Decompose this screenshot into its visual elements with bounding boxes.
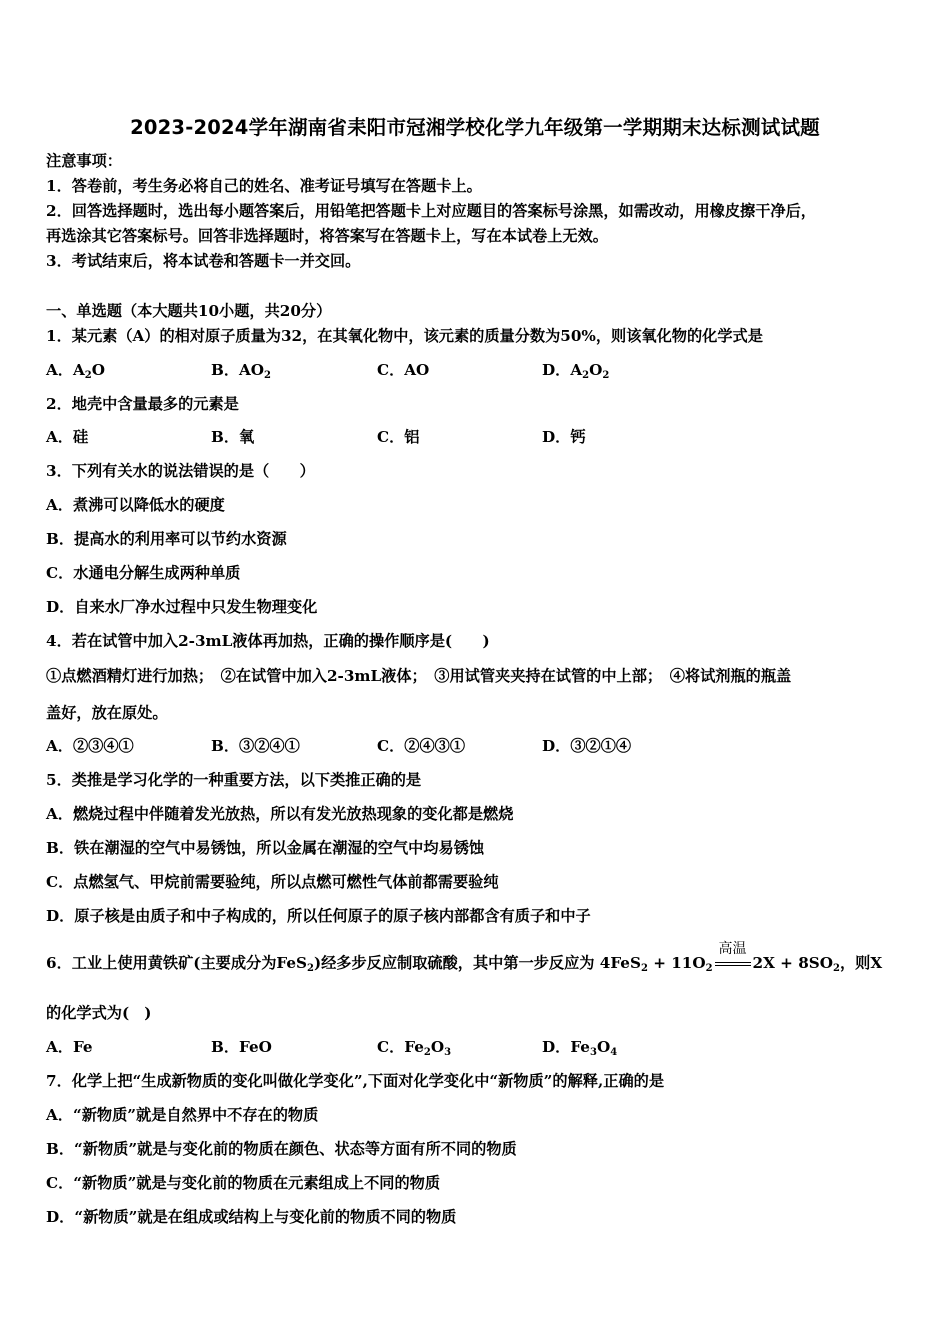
q7-option-b: B．“新物质”就是与变化前的物质在颜色、状态等方面有所不同的物质 (46, 1140, 517, 1158)
q4-steps: ①点燃酒精灯进行加热； ②在试管中加入2-3mL液体； ③用试管夹夹持在试管的中上部； ④将试剂瓶的瓶盖 (46, 667, 792, 685)
q4-option-b: B．③②④① (211, 737, 300, 755)
section-heading: 一、单选题（本大题共10小题，共20分） (46, 302, 332, 320)
note-item: 1．答卷前，考生务必将自己的姓名、准考证号填写在答题卡上。 (46, 177, 482, 195)
q6-option-d: D．$Fe_3O_4$ (542, 1038, 618, 1058)
q2-option-c: C．铝 (377, 428, 420, 446)
q6-option-b: B．FeO (211, 1038, 272, 1056)
notes-heading: 注意事项： (46, 152, 122, 170)
question-5-stem: 5．类推是学习化学的一种重要方法，以下类推正确的是 (46, 771, 422, 789)
q3-option-b: B．提高水的利用率可以节约水资源 (46, 530, 287, 548)
q1-option-a: A．$A_2O$ (46, 361, 105, 381)
q2-option-a: A．硅 (46, 428, 89, 446)
q2-option-b: B．氧 (211, 428, 255, 446)
q3-option-c: C．水通电分解生成两种单质 (46, 564, 241, 582)
q2-option-d: D．钙 (542, 428, 586, 446)
question-6-stem: 6．工业上使用黄铁矿(主要成分为FeS$_2$)经多步反应制取硫酸，其中第一步反应为 $4FeS_2 + 11O_2$ 高温 $2X + 8SO_2$，则X (46, 941, 883, 974)
q5-option-c: C．点燃氢气、甲烷前需要验纯，所以点燃可燃性气体前都需要验纯 (46, 873, 499, 891)
q7-option-c: C．“新物质”就是与变化前的物质在元素组成上不同的物质 (46, 1174, 441, 1192)
note-item: 2．回答选择题时，选出每小题答案后，用铅笔把答题卡上对应题目的答案标号涂黑，如需改动，用橡皮擦干净后， (46, 202, 816, 220)
note-item: 再选涂其它答案标号。回答非选择题时，将答案写在答题卡上，写在本试卷上无效。 (46, 227, 608, 245)
q4-option-d: D．③②①④ (542, 737, 632, 755)
page-title: 2023-2024学年湖南省耒阳市冠湘学校化学九年级第一学期期末达标测试试题 (130, 116, 820, 139)
q7-option-a: A．“新物质”就是自然界中不存在的物质 (46, 1106, 319, 1124)
question-1-stem: 1．某元素（A）的相对原子质量为32，在其氧化物中，该元素的质量分数为50%，则该氧化物的化学式是 (46, 327, 763, 345)
q5-option-a: A．燃烧过程中伴随着发光放热，所以有发光放热现象的变化都是燃烧 (46, 805, 514, 823)
q6-stem-cont: 的化学式为( ) (46, 1004, 152, 1022)
q5-option-b: B．铁在潮湿的空气中易锈蚀，所以金属在潮湿的空气中均易锈蚀 (46, 839, 485, 857)
q5-option-d: D．原子核是由质子和中子构成的，所以任何原子的原子核内部都含有质子和中子 (46, 907, 591, 925)
question-4-stem: 4．若在试管中加入2-3mL液体再加热，正确的操作顺序是( ) (46, 632, 490, 650)
q3-option-d: D．自来水厂净水过程中只发生物理变化 (46, 598, 318, 616)
q1-option-b: B．$AO_2$ (211, 361, 272, 381)
q6-option-a: A．Fe (46, 1038, 93, 1056)
q4-steps-cont: 盖好，放在原处。 (46, 704, 168, 722)
question-7-stem: 7．化学上把“生成新物质的变化叫做化学变化”,下面对化学变化中“新物质”的解释,正确的是 (46, 1072, 665, 1090)
q1-option-d: D．$A_2O_2$ (542, 361, 610, 381)
q4-option-a: A．②③④① (46, 737, 134, 755)
question-2-stem: 2．地壳中含量最多的元素是 (46, 395, 239, 413)
q7-option-d: D．“新物质”就是在组成或结构上与变化前的物质不同的物质 (46, 1208, 457, 1226)
question-3-stem: 3．下列有关水的说法错误的是（ ） (46, 462, 315, 480)
condition-label: 高温 (718, 941, 747, 957)
q1-option-c: C．AO (377, 361, 430, 379)
q6-option-c: C．$Fe_2O_3$ (377, 1038, 452, 1058)
reaction-condition (713, 941, 753, 973)
note-item: 3．考试结束后，将本试卷和答题卡一并交回。 (46, 252, 361, 270)
q3-option-a: A．煮沸可以降低水的硬度 (46, 496, 225, 514)
q4-option-c: C．②④③① (377, 737, 466, 755)
